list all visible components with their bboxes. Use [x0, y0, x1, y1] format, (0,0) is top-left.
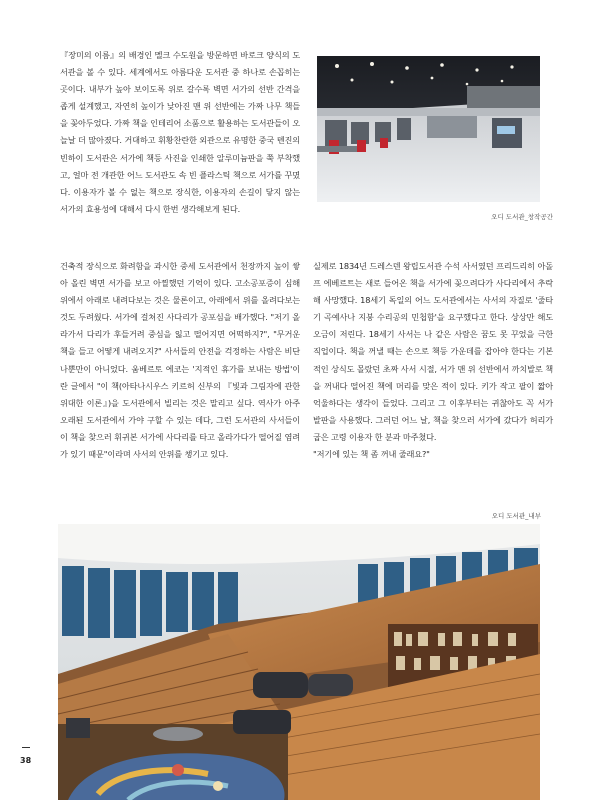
quote-text: "저기에 있는 책 좀 꺼내 줄래요?" — [313, 449, 430, 460]
page-number: 38 — [20, 756, 32, 765]
paragraph-melk-library: 『장미의 이름』의 배경인 멜크 수도원을 방문하면 바로크 양식의 도서관을 볼 수 있다. 세계에서도 아름다운 도서관 중 하나로 손꼽히는 곳이다. 내부가 높아 보이도록 위로 갈수록 벽면 서가의 선반 간격을 좁게 설계했고, 자연히 높이가 낮아진 맨 위 선반에는 가짜 나무 책들을 꽂아두었다. 가짜 책을 인테리어 소품으로 활용하는 도서관들이 오늘날 더 많아졌다. 거대하고 휘황찬란한 외관으로 유명한 중국 톈진의 빈하이 도서관은 서가에 책등 사진을 인쇄한 알루미늄판을 쭉 부착했고, 얼마 전 개관한 어느 도서관도 속 빈 플라스틱 책으로 서가를 꾸몄다. 이용자가 볼 수 없는 책으로 장식한, 이용자의 손길이 닿지 않는 서가의 효용성에 대해서 다시 한번 생각해보게 된다. — [60, 50, 300, 214]
folio-rule — [22, 747, 30, 748]
caption-photo-1: 오디 도서관_창작공간 — [491, 213, 553, 221]
photo-oodi-interior — [58, 524, 540, 800]
paragraph-medieval-ladders: 건축적 장식으로 화려함을 과시한 중세 도서관에서 천장까지 높이 쌓아 올린 벽면 서가를 보고 아찔했던 기억이 있다. 고소공포증이 심해 위에서 아래로 내려다보는 것은 물론이고, 아래에서 위를 올려다보는 것도 두려웠다. 서가에 걸쳐진 사다리가 공포심을 배가했다. "저기 올라가서 다리가 후들거려 중심을 잃고 떨어지면 어떡하지?", "무거운 책을 들고 어떻게 내려오지?" 사서들의 안전을 걱정하는 사람은 비단 나뿐만이 아니었다. 움베르토 에코는 '지적인 휴가를 보내는 방법'이란 글에서 "이 책(아타나시우스 키르허 신부의 『빛과 그림자에 관한 위대한 이론』)을 도서관에서 빌리는 것은 말리고 싶다. 역사가 아주 오래된 도서관에서 가야 구할 수 있는 데다, 그런 도서관의 사서들이 이 책을 찾으러 휘귀본 서가에 사다리를 타고 올라가다가 떨어질 염려가 있기 때문"이라며 사서의 안위를 챙기고 있다. — [60, 261, 300, 460]
paragraph-librarian-anecdote — [313, 258, 553, 463]
caption-photo-2: 오디 도서관_내부 — [491, 512, 541, 520]
paragraph-text: 실제로 1834년 드레스덴 왕립도서관 수석 사서였던 프리드리히 아돌프 에베르트는 새로 들어온 책을 서가에 꽂으려다가 사다리에서 추락해 사망했다. 18세기 독일의 어느 도서관에서는 사서의 자질로 '줄타기 곡예사나 지붕 수리공의 민첩함'을 요구했다고 한다. 상상만 해도 오금이 저린다. 18세기 사서는 나 같은 사람은 꿈도 못 꾸었을 극한 직업이다. 책을 꺼낼 때는 손으로 책등 가운데를 잡아야 한다는 기본적인 상식도 몰랐던 초짜 사서 시절, 서가 맨 위 선반에서 까치발로 책을 꺼내다 떨어진 책에 머리를 맞은 적이 있다. 키가 작고 팔이 짧아 억울하다는 생각이 들었다. 그리고 그 이후부터는 귀찮아도 꼭 서가 발판을 사용했다. 그러던 어느 날, 책을 찾으러 서가에 갔다가 허리가 굽은 고령 이용자 한 분과 마주쳤다. — [313, 261, 553, 442]
photo-oodi-makerspace — [317, 56, 540, 202]
